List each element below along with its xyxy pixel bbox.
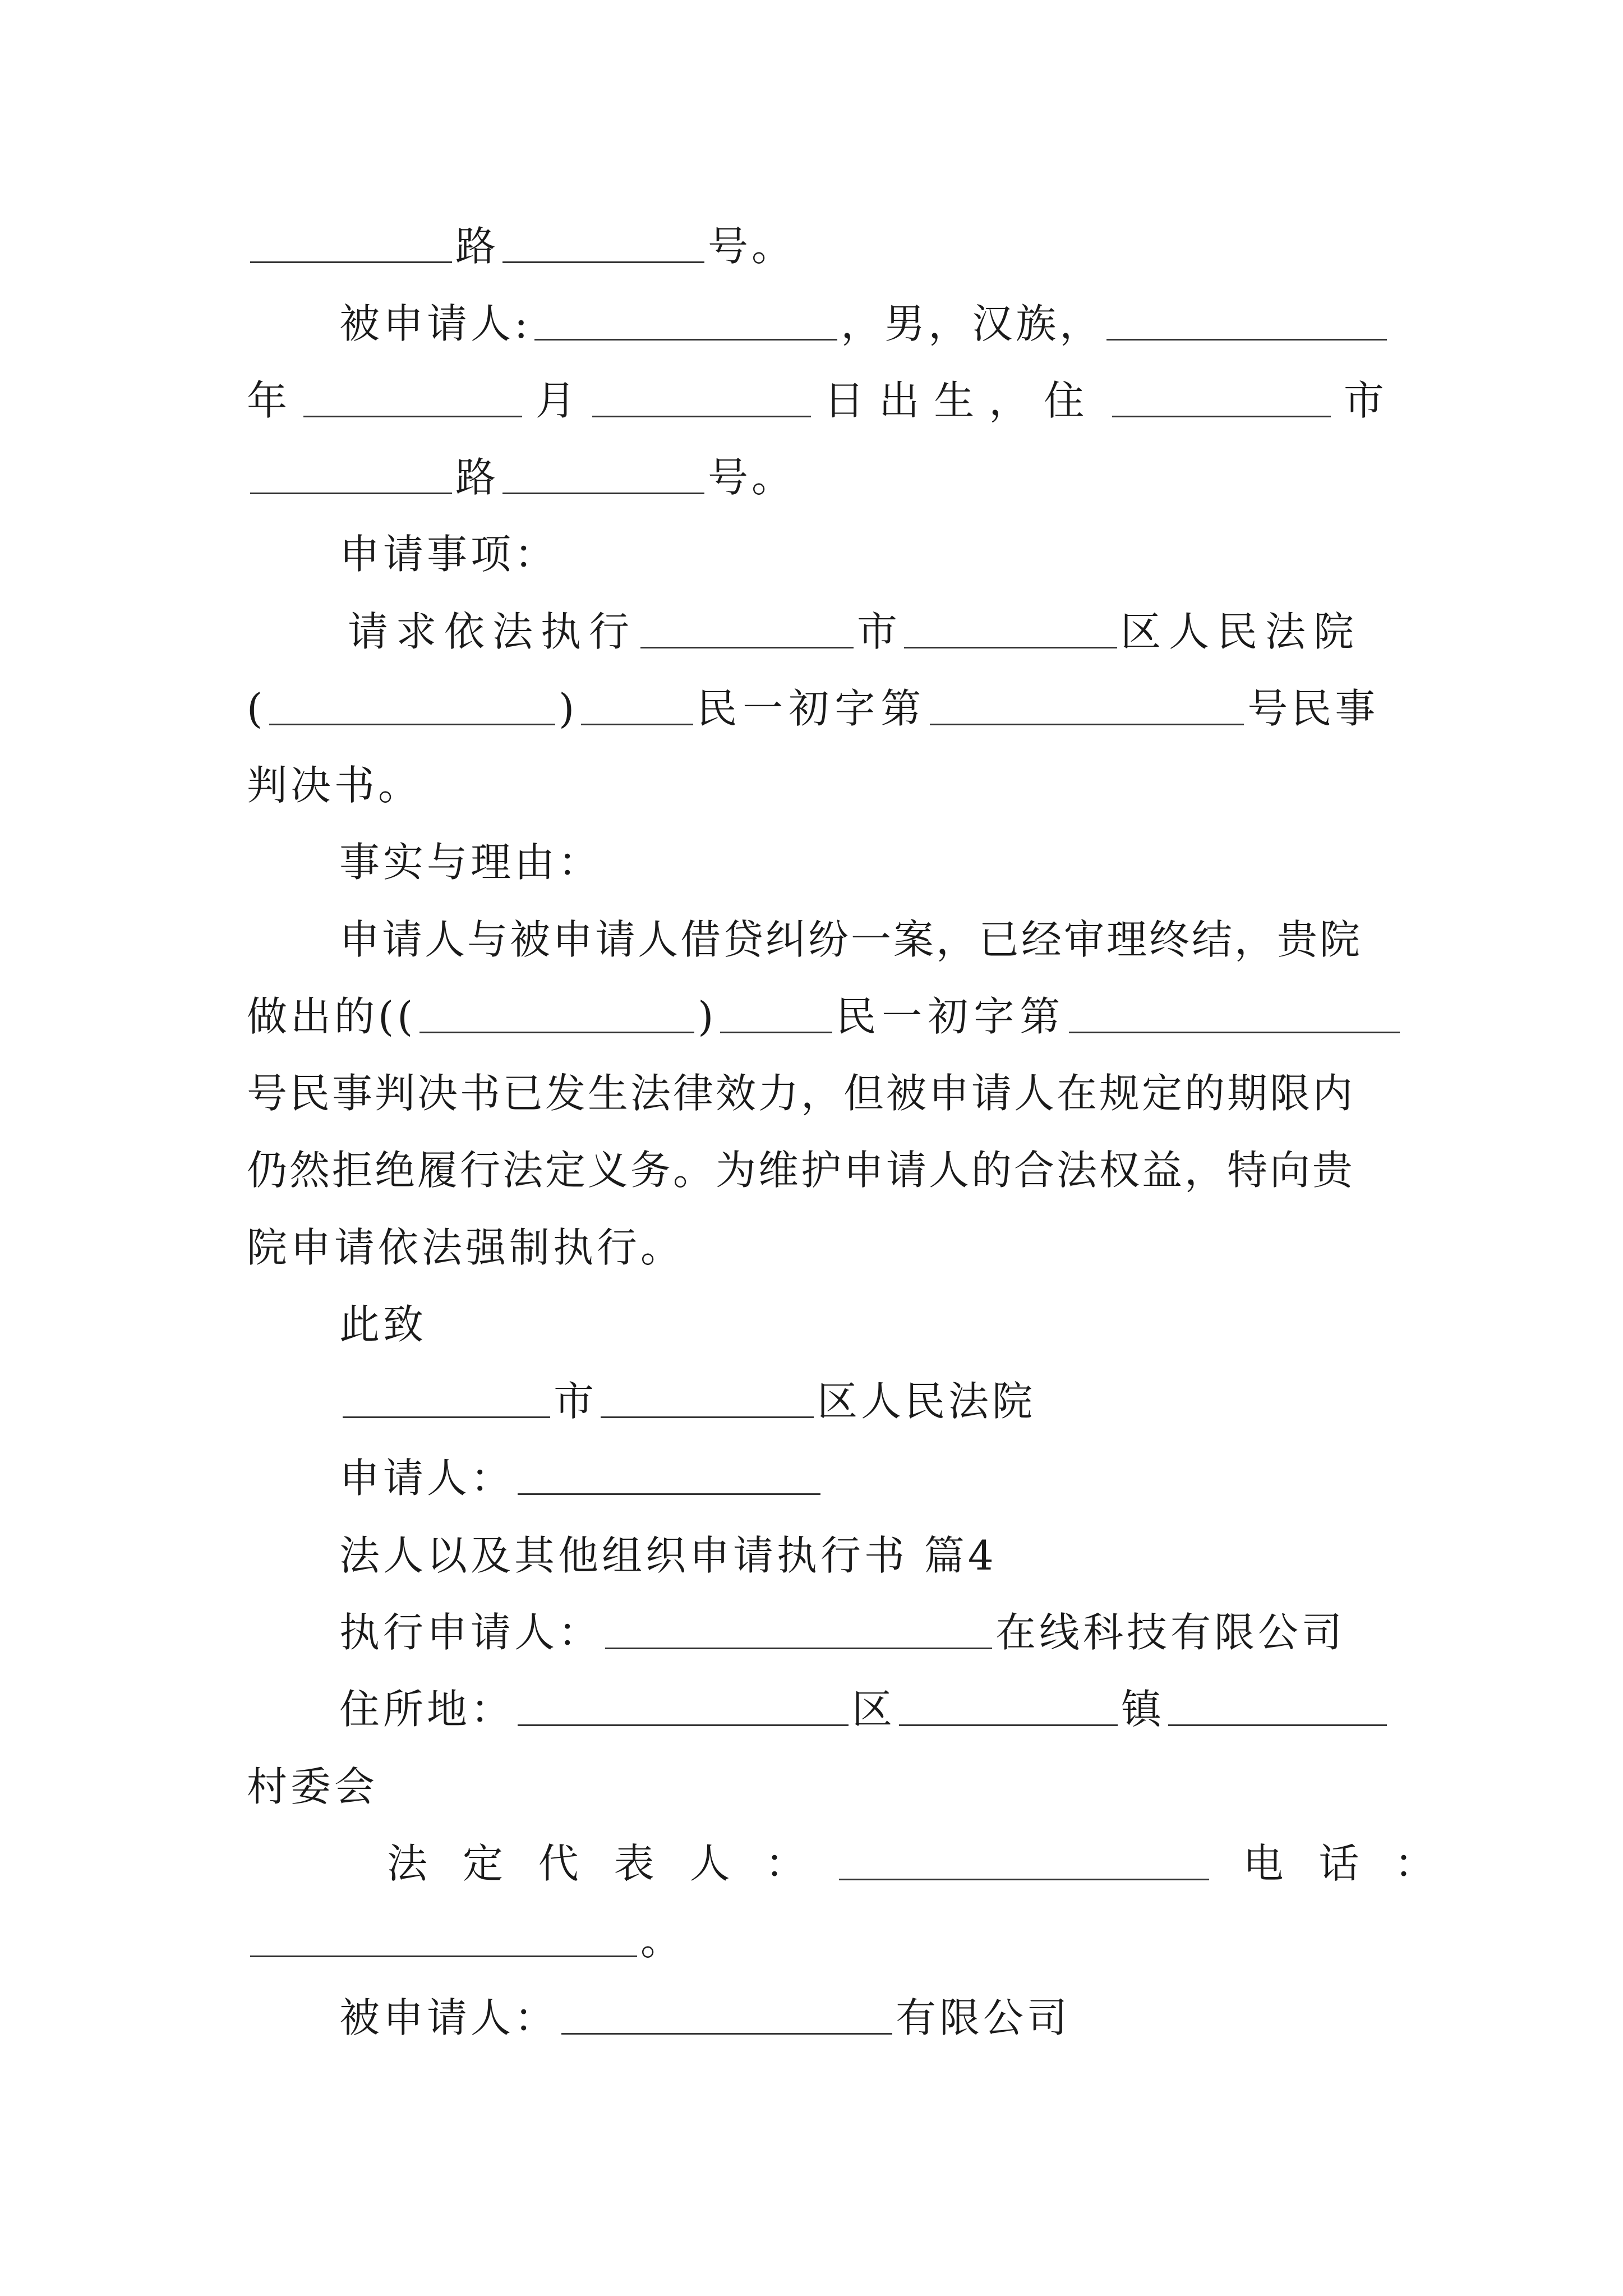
village-text: 村委会 (247, 1763, 379, 1810)
facts-line-4 (0, 1112, 1623, 1194)
blank-field[interactable] (250, 459, 452, 494)
text-case-prefix: 民一初字第 (836, 993, 1066, 1040)
birth-day-blank[interactable] (592, 382, 811, 417)
label-domicile: 住所地： (339, 1686, 515, 1733)
addressee-court-line (0, 1343, 1623, 1425)
domicile-line (0, 1651, 1623, 1733)
salutation-line (0, 1266, 1623, 1348)
text-case-prefix: 民一初字第 (697, 685, 927, 732)
text-paren-open: ( (247, 685, 266, 732)
district-blank[interactable] (601, 1383, 814, 1418)
text-paren-close: ) (559, 685, 578, 732)
text-civil: 号民事 (1247, 685, 1379, 732)
town-blank[interactable] (1168, 1691, 1387, 1726)
case-number-blank[interactable] (1069, 998, 1400, 1033)
company-name-blank[interactable] (605, 1614, 992, 1649)
text-court: 区人民法院 (1121, 608, 1362, 655)
section-title (0, 1497, 1623, 1579)
village-line (0, 1728, 1623, 1810)
paragraph-text: 判决书。 (247, 762, 422, 809)
paragraph-text: 仍然拒绝履行法定义务。为维护申请人的合法权益，特向贵 (247, 1147, 1355, 1194)
text-city: 市 (554, 1378, 598, 1425)
phone-line (0, 1882, 1623, 1964)
text-number: 号。 (708, 454, 796, 501)
respondent-line (0, 265, 1623, 347)
text-made-by: 做出的(( (247, 993, 417, 1040)
blank-field[interactable] (502, 459, 704, 494)
respondent-name-blank[interactable] (534, 305, 837, 341)
text-month: 月 (535, 377, 579, 424)
district-blank[interactable] (904, 613, 1117, 648)
heading-text: 申请事项： (339, 531, 559, 578)
facts-line-5 (0, 1189, 1623, 1271)
address-line-2 (0, 419, 1623, 501)
city-blank[interactable] (640, 613, 854, 648)
section-heading-request (0, 496, 1623, 578)
label-execution-applicant: 执行申请人： (339, 1609, 602, 1656)
execution-applicant-line (0, 1574, 1623, 1656)
blank-field[interactable] (250, 228, 452, 263)
text-road: 路 (455, 454, 500, 501)
city-blank[interactable] (1112, 382, 1331, 417)
facts-line-3 (0, 1035, 1623, 1117)
text-town: 镇 (1121, 1686, 1165, 1733)
text-request-execute: 请求依法执行 (348, 608, 638, 655)
address-line-1 (0, 188, 1623, 270)
facts-line-2 (0, 958, 1623, 1040)
birth-year-blank[interactable] (1106, 305, 1387, 341)
paragraph-text: 院申请依法强制执行。 (247, 1224, 685, 1271)
blank-field[interactable] (502, 228, 704, 263)
applicant-name-blank[interactable] (518, 1460, 820, 1495)
heading-text: 事实与理由： (339, 839, 602, 886)
year-blank[interactable] (269, 690, 555, 725)
court-code-blank[interactable] (720, 998, 832, 1033)
respondent-company-blank[interactable] (561, 1999, 892, 2035)
text-company-suffix: 有限公司 (896, 1994, 1071, 2041)
label-phone: 电 话 ： (1243, 1840, 1446, 1887)
facts-line-1 (0, 881, 1623, 963)
text-road: 路 (455, 223, 500, 270)
section-title-text: 法人以及其他组织申请执行书 篇4 (339, 1532, 997, 1579)
text-number: 号。 (708, 223, 796, 270)
section-heading-facts (0, 804, 1623, 886)
legal-rep-blank[interactable] (839, 1845, 1209, 1880)
request-line-3 (0, 727, 1623, 809)
applicant-sign-line (0, 1420, 1623, 1502)
label-legal-rep: 法 定 代 表 人 ： (387, 1840, 817, 1887)
text-city: 市 (857, 608, 901, 655)
text-gender-ethnicity: ，男，汉族， (841, 300, 1104, 347)
text-period: 。 (640, 1917, 685, 1964)
paragraph-text: 号民事判决书已发生法律效力，但被申请人在规定的期限内 (247, 1070, 1355, 1117)
birth-month-blank[interactable] (303, 382, 522, 417)
request-line-2 (0, 650, 1623, 732)
text-day-born: 日出生，住 (824, 377, 1099, 424)
respondent-company-line (0, 1959, 1623, 2041)
paragraph-text: 申请人与被申请人借贷纠纷一案，已经审理终结，贵院 (339, 916, 1363, 963)
phone-blank[interactable] (250, 1922, 637, 1957)
text-company-suffix: 在线科技有限公司 (995, 1609, 1346, 1656)
legal-rep-line (0, 1805, 1623, 1887)
text-district: 区 (852, 1686, 896, 1733)
court-code-blank[interactable] (581, 690, 693, 725)
domicile-blank[interactable] (518, 1691, 849, 1726)
text-paren-close: ) (698, 993, 717, 1040)
text-court: 区人民法院 (817, 1378, 1036, 1425)
city-blank[interactable] (343, 1383, 550, 1418)
request-line-1 (0, 573, 1623, 655)
label-applicant: 申请人： (339, 1455, 515, 1502)
birth-date-line (0, 342, 1623, 424)
district-blank[interactable] (899, 1691, 1118, 1726)
year-blank[interactable] (419, 998, 694, 1033)
label-respondent: 被申请人： (339, 1994, 559, 2041)
text-city: 市 (1343, 377, 1387, 424)
case-number-blank[interactable] (930, 690, 1244, 725)
text-year: 年 (247, 377, 291, 424)
salutation-text: 此致 (339, 1301, 427, 1348)
label-respondent: 被申请人: (339, 300, 532, 347)
